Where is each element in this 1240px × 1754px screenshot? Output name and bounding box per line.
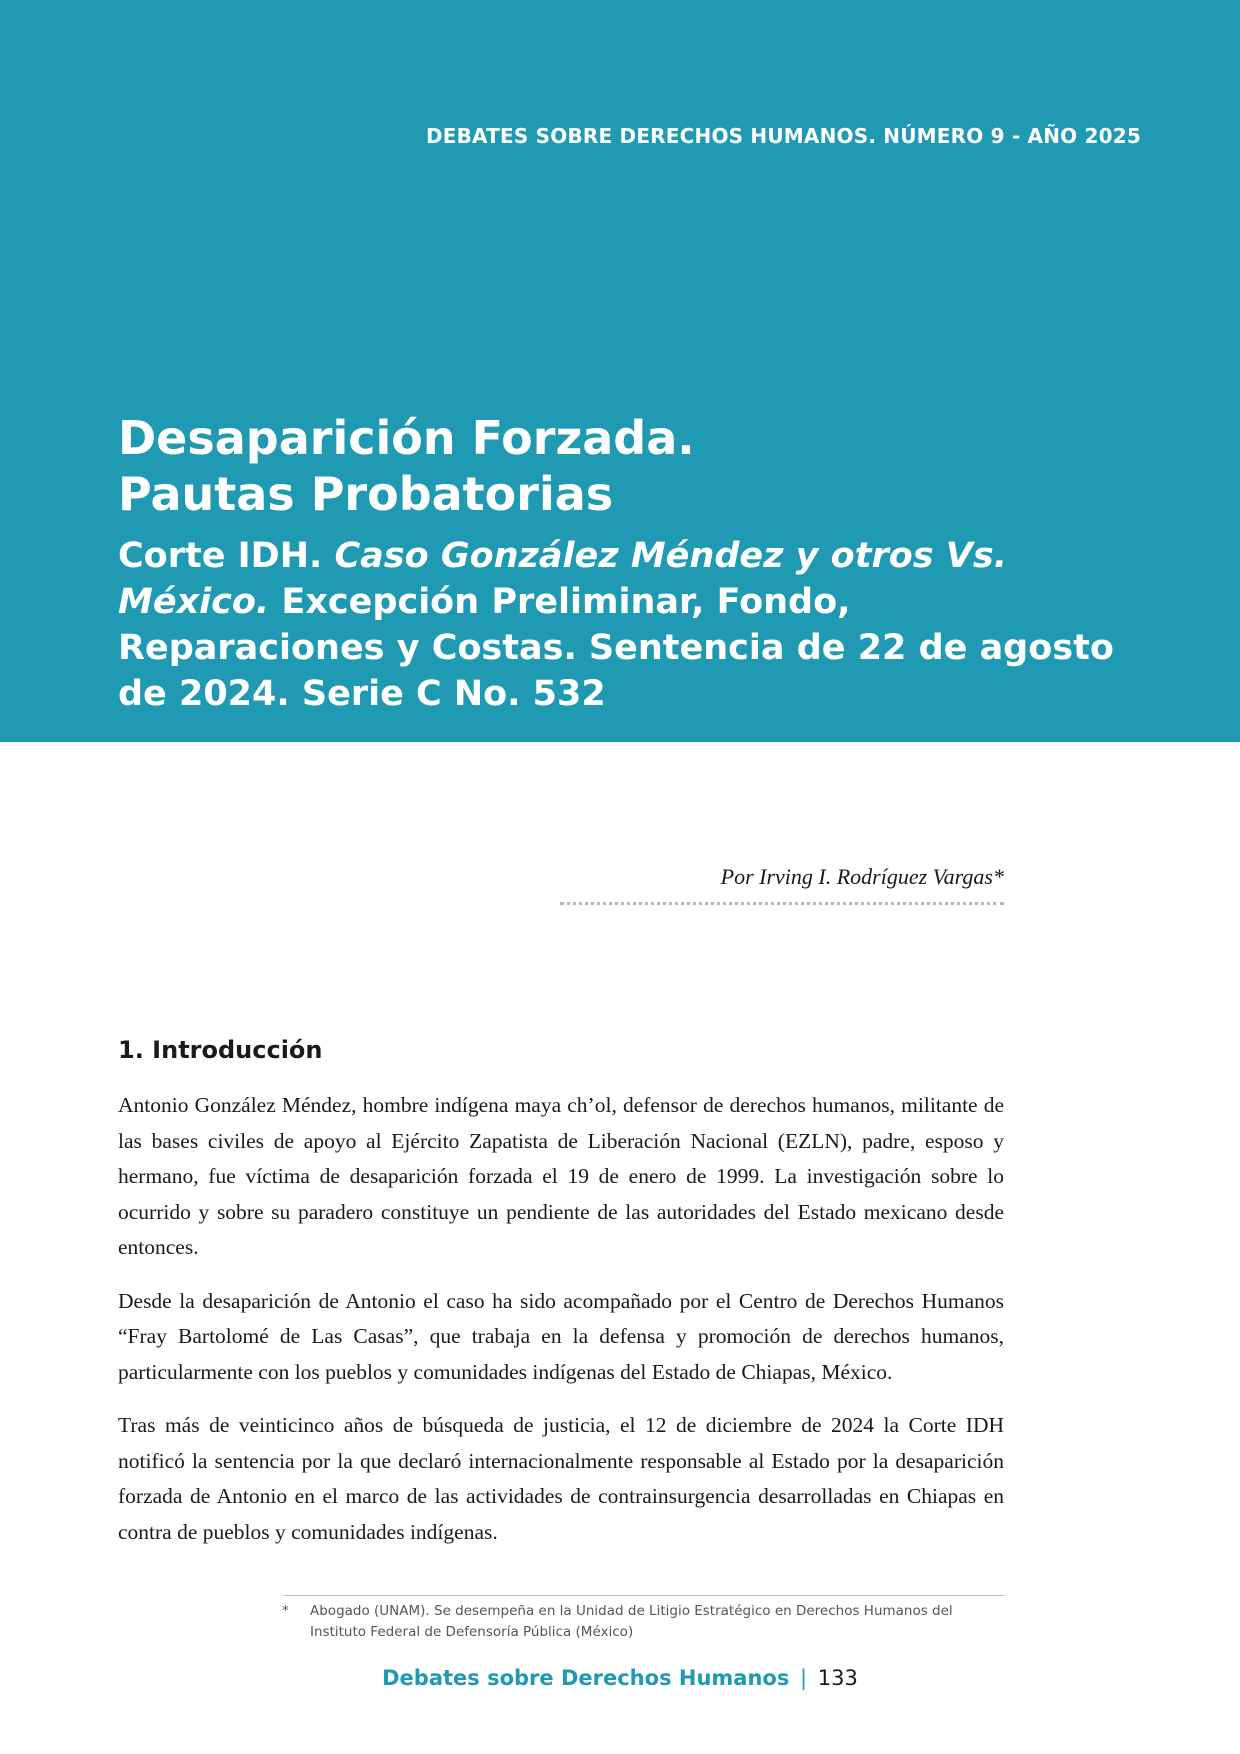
article-title-line-1: Desaparición Forzada. bbox=[118, 411, 695, 465]
footnote bbox=[282, 1601, 1004, 1643]
section-heading: 1. Introducción bbox=[118, 1036, 323, 1064]
body-paragraph: Tras más de veinticinco años de búsqueda de justicia, el 12 de diciembre de 2024 la Corte IDH notificó la sentencia por la que declaró internacionalmente responsable al Estado por la desaparición forzada de Antonio en el marco de las actividades de contrainsurgencia desarrolladas en Chiapas en contra de pueblos y comunidades indígenas. bbox=[118, 1413, 1004, 1544]
journal-issue-header: DEBATES SOBRE DERECHOS HUMANOS. NÚMERO 9 - AÑO 2025 bbox=[425, 124, 1141, 148]
subtitle-case-name: Caso González Méndez y otros Vs. México. bbox=[118, 536, 1007, 622]
article-subtitle bbox=[118, 533, 1118, 717]
footnote-mark: * bbox=[282, 1603, 289, 1619]
page-footer bbox=[0, 1666, 1240, 1690]
footnote-text: Abogado (UNAM). Se desempeña en la Unidad de Litigio Estratégico en Derechos Humanos del Instituto Federal de Defensoría Pública (México) bbox=[310, 1603, 953, 1640]
footer-journal-name: Debates sobre Derechos Humanos bbox=[382, 1666, 790, 1690]
body-paragraph: Antonio González Méndez, hombre indígena maya ch’ol, defensor de derechos humanos, militante de las bases civiles de apoyo al Ejército Zapatista de Liberación Nacional (EZLN), padre, esposo y hermano, fue víctima de desaparición forzada el 19 de enero de 1999. La investigación sobre lo ocurrido y sobre su paradero constituye un pendiente de las autoridades del Estado mexicano desde entonces. bbox=[118, 1093, 1004, 1259]
page-number: 133 bbox=[817, 1666, 858, 1690]
subtitle-rest: Excepción Preliminar, Fondo, Reparaciones y Costas. Sentencia de 22 de agosto de 2024. Serie C No. 532 bbox=[118, 582, 1114, 714]
article-title bbox=[118, 410, 1118, 522]
author-byline: Por Irving I. Rodríguez Vargas* bbox=[720, 864, 1004, 889]
body-paragraph: Desde la desaparición de Antonio el caso ha sido acompañado por el Centro de Derechos Humanos “Fray Bartolomé de Las Casas”, que trabaja en la defensa y promoción de derechos humanos, particularmente con los pueblos y comunidades indígenas del Estado de Chiapas, México. bbox=[118, 1288, 1004, 1384]
article-title-line-2: Pautas Probatorias bbox=[118, 467, 614, 521]
section-body bbox=[118, 1088, 1004, 1568]
footer-separator: | bbox=[800, 1666, 808, 1690]
footnote-divider bbox=[284, 1595, 1004, 1596]
header-banner bbox=[0, 0, 1240, 742]
subtitle-prefix: Corte IDH. bbox=[118, 536, 335, 576]
author-dotted-divider bbox=[560, 902, 1004, 905]
